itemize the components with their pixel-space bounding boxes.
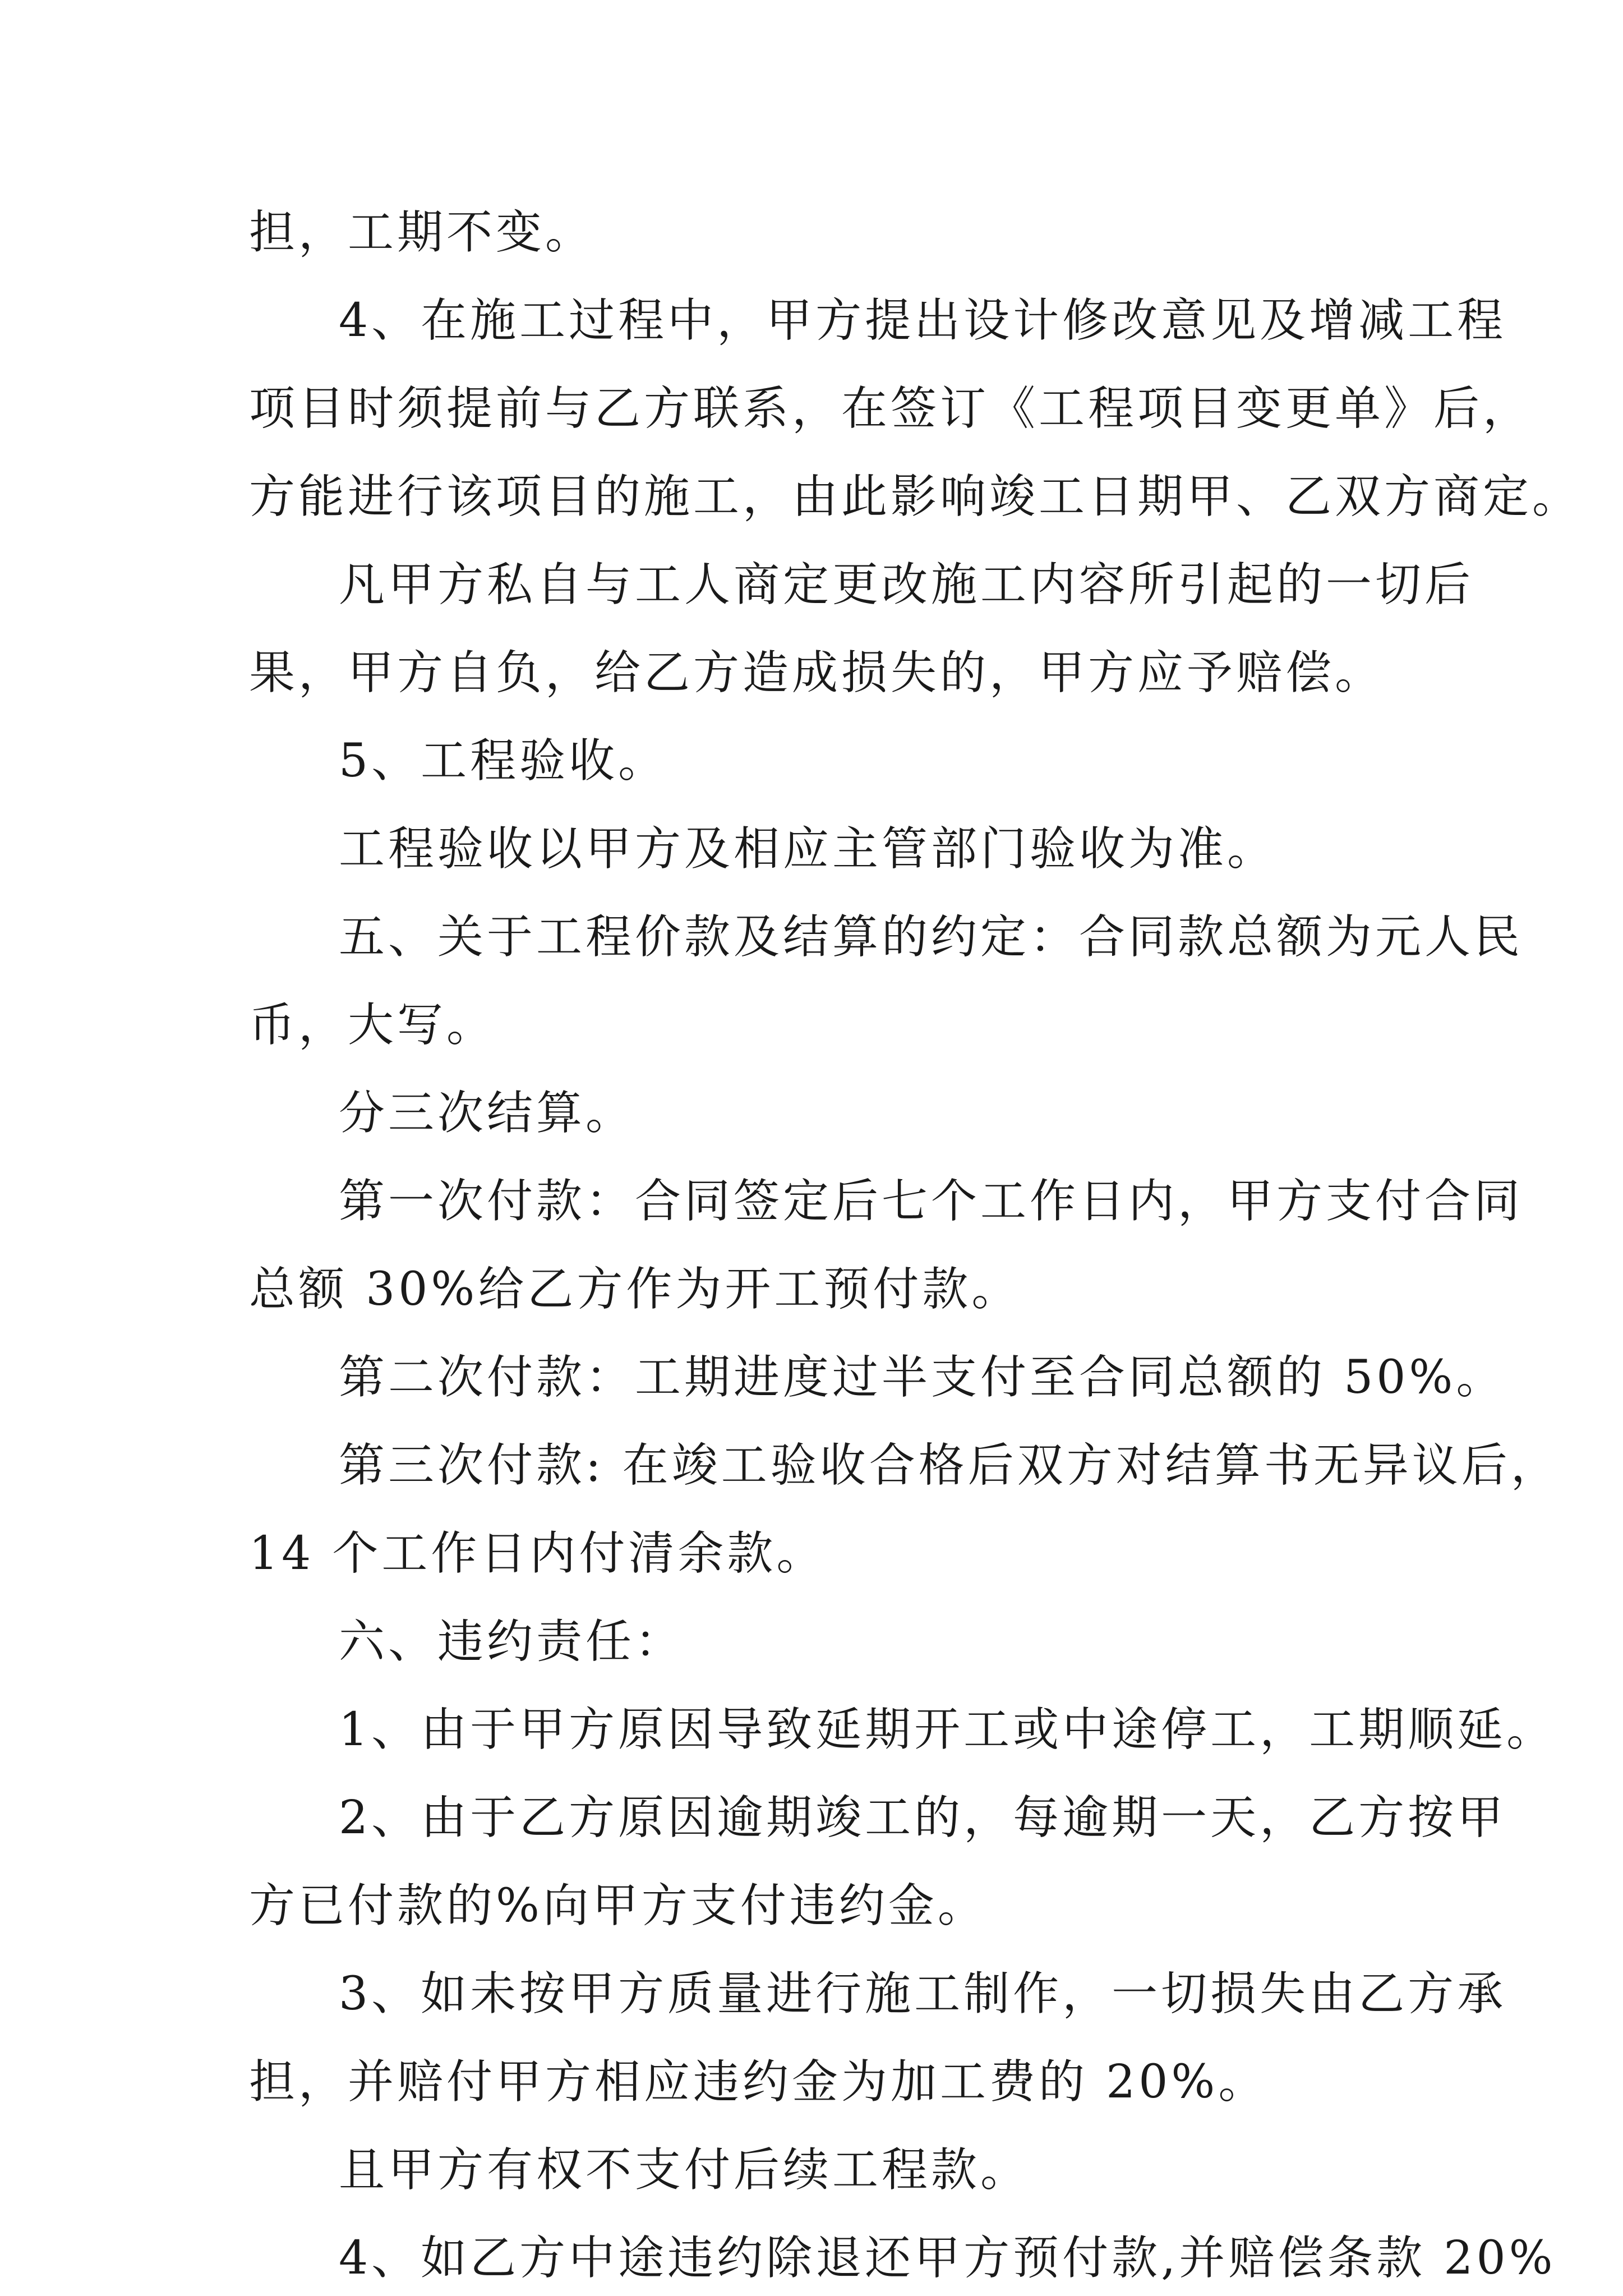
text-line: 分三次结算。	[339, 1087, 635, 1140]
text-line: 总额 30%给乙方作为开工预付款。	[249, 1263, 1021, 1316]
text-line: 方已付款的%向甲方支付违约金。	[249, 1879, 987, 1932]
text-line: 果，甲方自负，给乙方造成损失的，甲方应予赔偿。	[249, 646, 1385, 700]
text-line: 币，大写。	[249, 999, 496, 1052]
text-line: 2、由于乙方原因逾期竣工的，每逾期一天，乙方按甲	[339, 1791, 1507, 1844]
text-line: 担，工期不变。	[249, 206, 595, 259]
text-line: 第一次付款：合同签定后七个工作日内，甲方支付合同	[339, 1175, 1524, 1228]
text-line: 工程验收以甲方及相应主管部门验收为准。	[339, 822, 1277, 876]
text-line: 4、在施工过程中，甲方提出设计修改意见及增减工程	[339, 294, 1507, 347]
text-line: 1、由于甲方原因导致延期开工或中途停工，工期顺延。	[339, 1703, 1556, 1756]
text-line: 六、违约责任：	[339, 1615, 685, 1668]
text-line: 担，并赔付甲方相应违约金为加工费的 20%。	[249, 2055, 1268, 2109]
text-line: 且甲方有权不支付后续工程款。	[339, 2143, 1030, 2197]
text-line: 5、工程验收。	[339, 734, 668, 788]
text-line: 凡甲方私自与工人商定更改施工内容所引起的一切后	[339, 558, 1474, 611]
text-line: 4、如乙方中途违约除退还甲方预付款,并赔偿条款 20%	[339, 2231, 1556, 2285]
text-line: 方能进行该项目的施工，由此影响竣工日期甲、乙双方商定。	[249, 470, 1582, 523]
text-line: 第三次付款: 在竣工验收合格后双方对结算书无异议后，	[339, 1439, 1560, 1492]
text-line: 第二次付款：工期进度过半支付至合同总额的 50%。	[339, 1351, 1506, 1404]
text-line: 项目时须提前与乙方联系，在签订《工程项目变更单》后，	[249, 382, 1533, 435]
text-line: 3、如未按甲方质量进行施工制作，一切损失由乙方承	[339, 1967, 1507, 2021]
text-line: 五、关于工程价款及结算的约定：合同款总额为元人民	[339, 910, 1524, 964]
text-line: 14 个工作日内付清余款。	[249, 1527, 826, 1580]
